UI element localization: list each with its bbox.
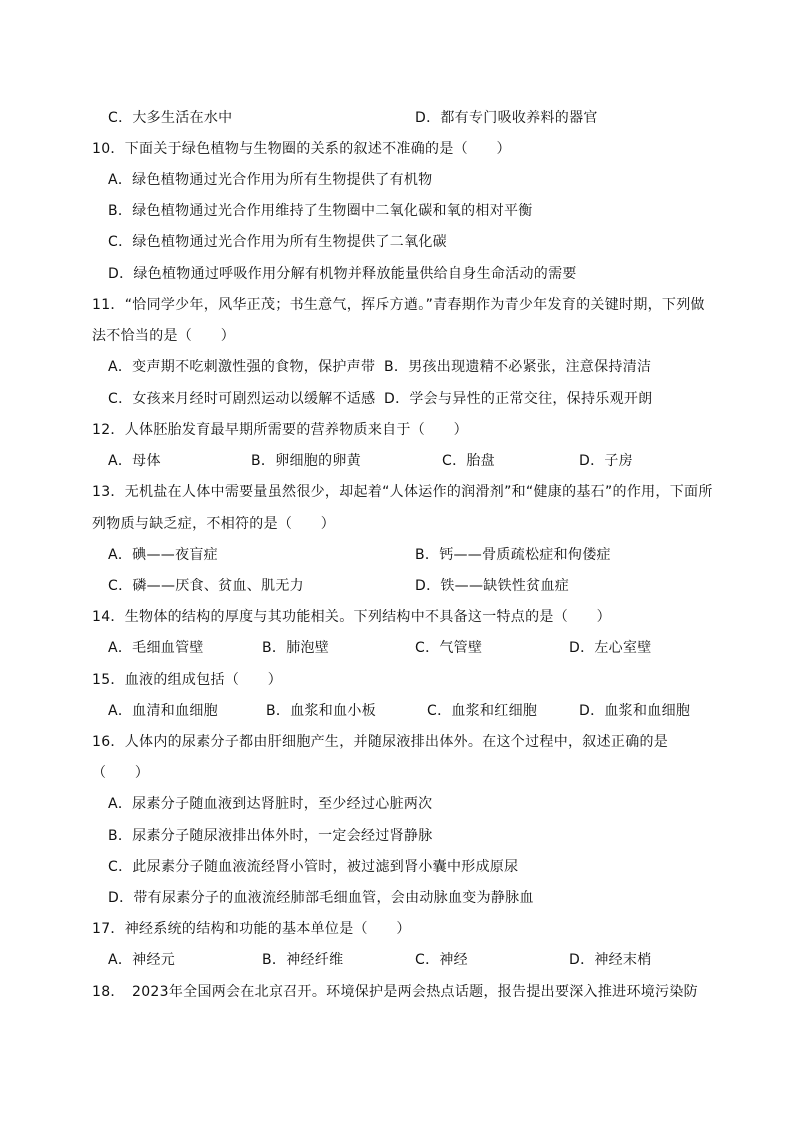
q18-stem-line1: 18． 2023年全国两会在北京召开。环境保护是两会热点话题，报告提出要深入推进环境污染防 <box>92 984 698 1000</box>
q12-option-a: A．母体 <box>108 453 161 469</box>
q11-option-c: C．女孩来月经时可剧烈运动以缓解不适感 <box>108 391 376 407</box>
q15-option-d: D．血浆和血细胞 <box>579 703 691 719</box>
q10-option-a: A．绿色植物通过光合作用为所有生物提供了有机物 <box>108 172 433 188</box>
q13-option-d: D．铁——缺铁性贫血症 <box>415 578 570 594</box>
q12-option-d: D．子房 <box>579 453 633 469</box>
q17-option-d: D．神经末梢 <box>569 952 652 968</box>
q16-option-a: A．尿素分子随血液到达肾脏时，至少经过心脏两次 <box>108 796 433 812</box>
q9-option-c: C．大多生活在水中 <box>108 110 233 126</box>
q14-option-a: A．毛细血管壁 <box>108 640 204 656</box>
q9-option-d: D．都有专门吸收养料的器官 <box>415 110 598 126</box>
q14-option-d: D．左心室壁 <box>569 640 652 656</box>
q10-stem: 10．下面关于绿色植物与生物圈的关系的叙述不准确的是（ ） <box>92 141 511 157</box>
q16-option-c: C．此尿素分子随血液流经肾小管时，被过滤到肾小囊中形成原尿 <box>108 859 519 875</box>
q11-stem-line2: 法不恰当的是（ ） <box>92 328 235 344</box>
q14-option-c: C．气管壁 <box>415 640 483 656</box>
q16-option-b: B．尿素分子随尿液排出体外时，一定会经过肾静脉 <box>108 828 433 844</box>
q11-option-d: D．学会与异性的正常交往，保持乐观开朗 <box>384 391 653 407</box>
q10-option-d: D．绿色植物通过呼吸作用分解有机物并释放能量供给自身生命活动的需要 <box>108 266 577 282</box>
q17-option-b: B．神经纤维 <box>262 952 344 968</box>
q17-option-a: A．神经元 <box>108 952 176 968</box>
q13-option-c: C．磷——厌食、贫血、肌无力 <box>108 578 304 594</box>
q13-option-a: A．碘——夜盲症 <box>108 547 218 563</box>
q15-option-b: B．血浆和血小板 <box>266 703 377 719</box>
q15-stem: 15．血液的组成包括（ ） <box>92 672 283 688</box>
q11-option-a: A．变声期不吃刺激性强的食物，保护声带 <box>108 359 376 375</box>
q14-option-b: B．肺泡壁 <box>262 640 330 656</box>
q10-option-c: C．绿色植物通过光合作用为所有生物提供了二氧化碳 <box>108 234 447 250</box>
q16-stem-line2: （ ） <box>92 765 150 781</box>
q13-option-b: B．钙——骨质疏松症和佝偻症 <box>415 547 611 563</box>
q12-stem: 12．人体胚胎发育最早期所需要的营养物质来自于（ ） <box>92 422 468 438</box>
q17-stem: 17．神经系统的结构和功能的基本单位是（ ） <box>92 921 411 937</box>
q12-option-c: C．胎盘 <box>442 453 495 469</box>
q15-option-c: C．血浆和红细胞 <box>427 703 538 719</box>
q15-option-a: A．血清和血细胞 <box>108 703 218 719</box>
q16-option-d: D．带有尿素分子的血液流经肺部毛细血管，会由动脉血变为静脉血 <box>108 890 534 906</box>
q16-stem-line1: 16．人体内的尿素分子都由肝细胞产生，并随尿液排出体外。在这个过程中，叙述正确的是 <box>92 734 669 750</box>
q17-option-c: C．神经 <box>415 952 468 968</box>
q13-stem-line1: 13．无机盐在人体中需要量虽然很少，却起着“人体运作的润滑剂”和“健康的基石”的作用，下面所 <box>92 484 713 500</box>
q12-option-b: B．卵细胞的卵黄 <box>251 453 362 469</box>
q13-stem-line2: 列物质与缺乏症，不相符的是（ ） <box>92 516 336 532</box>
q14-stem: 14．生物体的结构的厚度与其功能相关。下列结构中不具备这一特点的是（ ） <box>92 609 611 625</box>
q11-stem-line1: 11．“恰同学少年，风华正茂；书生意气，挥斥方遒。”青春期作为青少年发育的关键时期，下列做 <box>92 297 705 313</box>
q11-option-b: B．男孩出现遗精不必紧张，注意保持清洁 <box>384 359 652 375</box>
q10-option-b: B．绿色植物通过光合作用维持了生物圈中二氧化碳和氧的相对平衡 <box>108 203 533 219</box>
